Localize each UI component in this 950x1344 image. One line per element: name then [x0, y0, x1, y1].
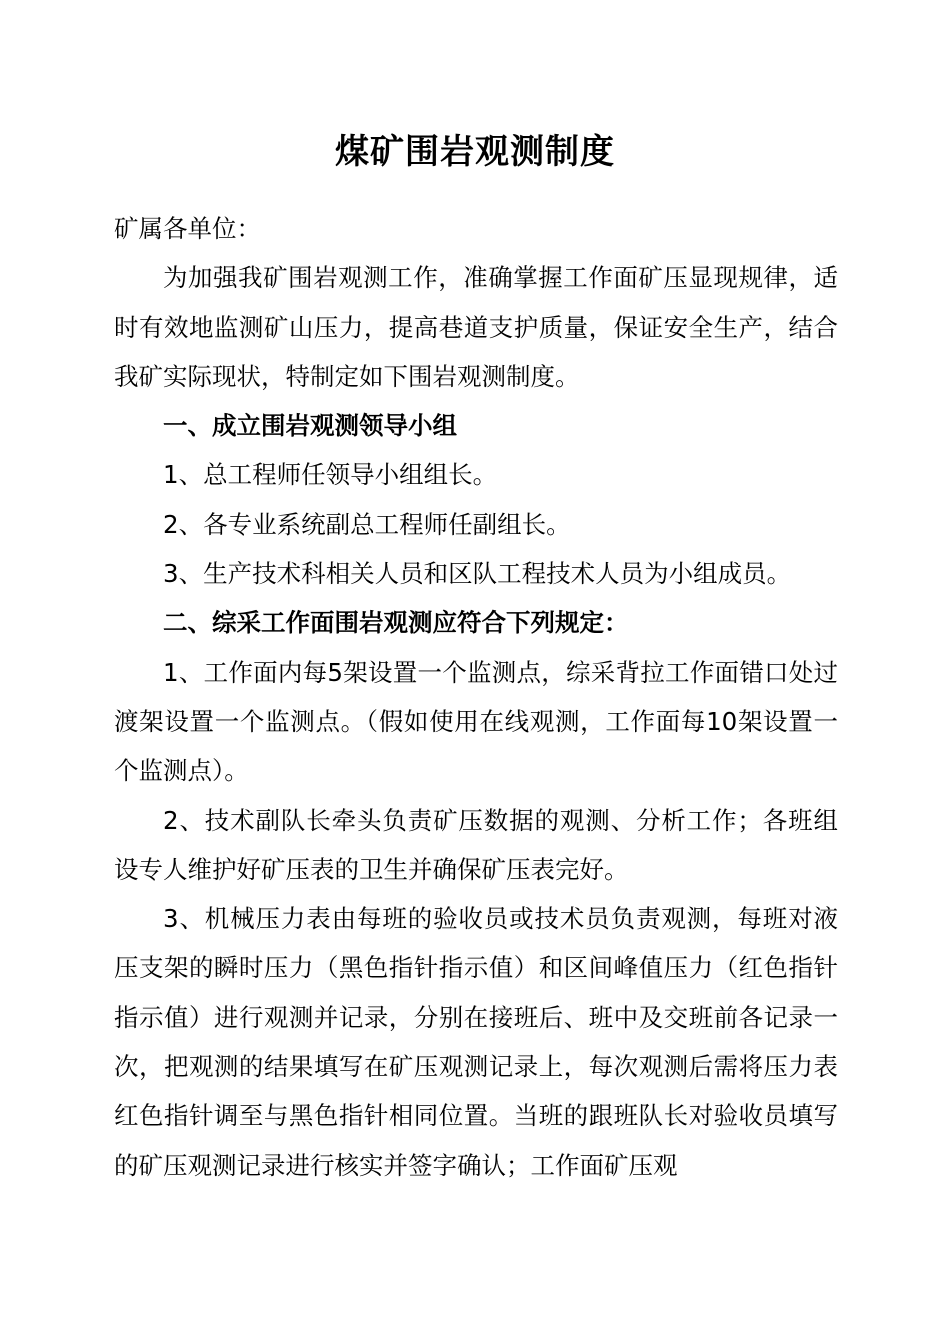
document-title: 煤矿围岩观测制度: [335, 132, 615, 172]
section-1-heading: 一、成立围岩观测领导小组: [163, 411, 457, 441]
section-1-item: 3、生产技术科相关人员和区队工程技术人员为小组成员。: [163, 559, 792, 589]
section-1-item: 2、各专业系统副总工程师任副组长。: [163, 509, 571, 539]
section-2-item: 3、机械压力表由每班的验收员或技术员负责观测，每班对液压支架的瞬时压力（黑色指针指示值）和区间峰值压力（红色指针指示值）进行观测并记录，分别在接班后、班中及交班前各记录一次，把观测的结果填写在矿压观测记录上，每次观测后需将压力表红色指针调至与黑色指针相同位置。当班的跟班队长对验收员填写的矿压观测记录进行核实并签字确认；工作面矿压观: [114, 904, 838, 1180]
intro-paragraph: 为加强我矿围岩观测工作，准确掌握工作面矿压显现规律，适时有效地监测矿山压力，提高巷道支护质量，保证安全生产，结合我矿实际现状，特制定如下围岩观测制度。: [114, 263, 838, 391]
section-2-heading: 二、综采工作面围岩观测应符合下列规定：: [163, 608, 629, 638]
section-2-item: 2、技术副队长牵头负责矿压数据的观测、分析工作；各班组设专人维护好矿压表的卫生并确保矿压表完好。: [114, 805, 838, 884]
section-1-item: 1、总工程师任领导小组组长。: [163, 460, 498, 490]
salutation: 矿属各单位：: [114, 214, 261, 243]
document-body: [114, 204, 838, 1190]
section-2-item: 1、工作面内每5架设置一个监测点，综采背拉工作面错口处过渡架设置一个监测点。（假如使用在线观测，工作面每10架设置一个监测点）。: [114, 657, 838, 786]
